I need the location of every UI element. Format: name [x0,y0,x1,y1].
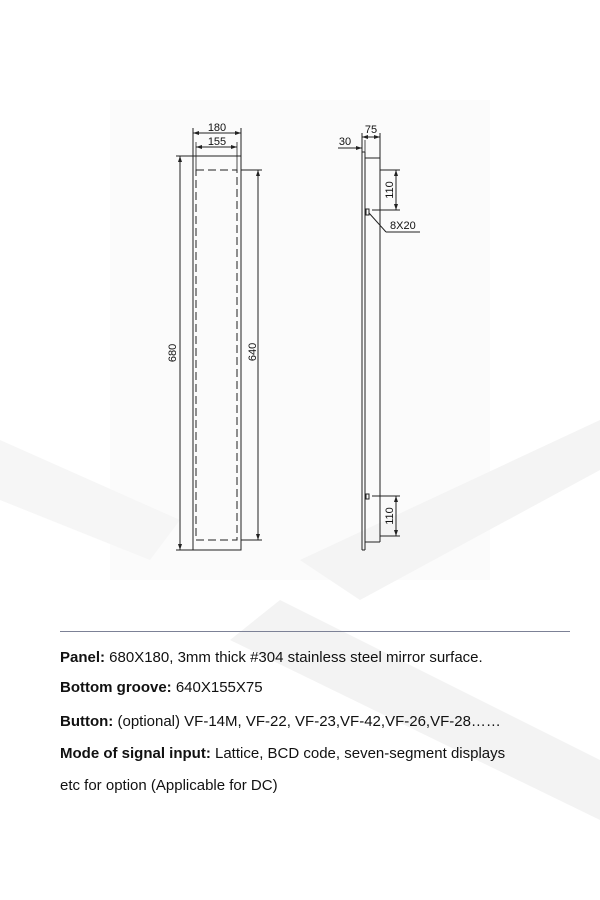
spec-groove [60,678,263,698]
spec-panel-label: Panel: [60,649,106,666]
dim-offset: 30 [338,136,352,148]
spec-button [60,712,501,732]
spec-signal-label: Mode of signal input: [60,745,211,762]
dim-width-inner: 155 [207,136,227,148]
spec-button-label: Button: [60,713,114,730]
section-divider [60,631,570,632]
spec-groove-text: 640X155X75 [171,679,263,696]
dim-hole-size: 8X20 [390,220,416,232]
spec-signal [60,744,505,764]
dim-height-outer: 680 [167,343,179,363]
dim-depth: 75 [364,124,378,136]
spec-panel [60,648,483,668]
spec-button-text: (optional) VF-14M, VF-22, VF-23,VF-42,VF-26,VF-28…… [113,713,501,730]
dim-top-distance: 110 [384,181,396,199]
spec-signal-continued: etc for option (Applicable for DC) [60,777,278,794]
spec-groove-label: Bottom groove: [60,679,172,696]
dim-width-outer: 180 [207,122,227,134]
dim-height-inner: 640 [247,342,259,362]
spec-signal-text: Lattice, BCD code, seven-segment displays [210,745,506,762]
spec-panel-text: 680X180, 3mm thick #304 stainless steel mirror surface. [105,649,483,666]
dim-bottom-distance: 110 [384,507,396,525]
